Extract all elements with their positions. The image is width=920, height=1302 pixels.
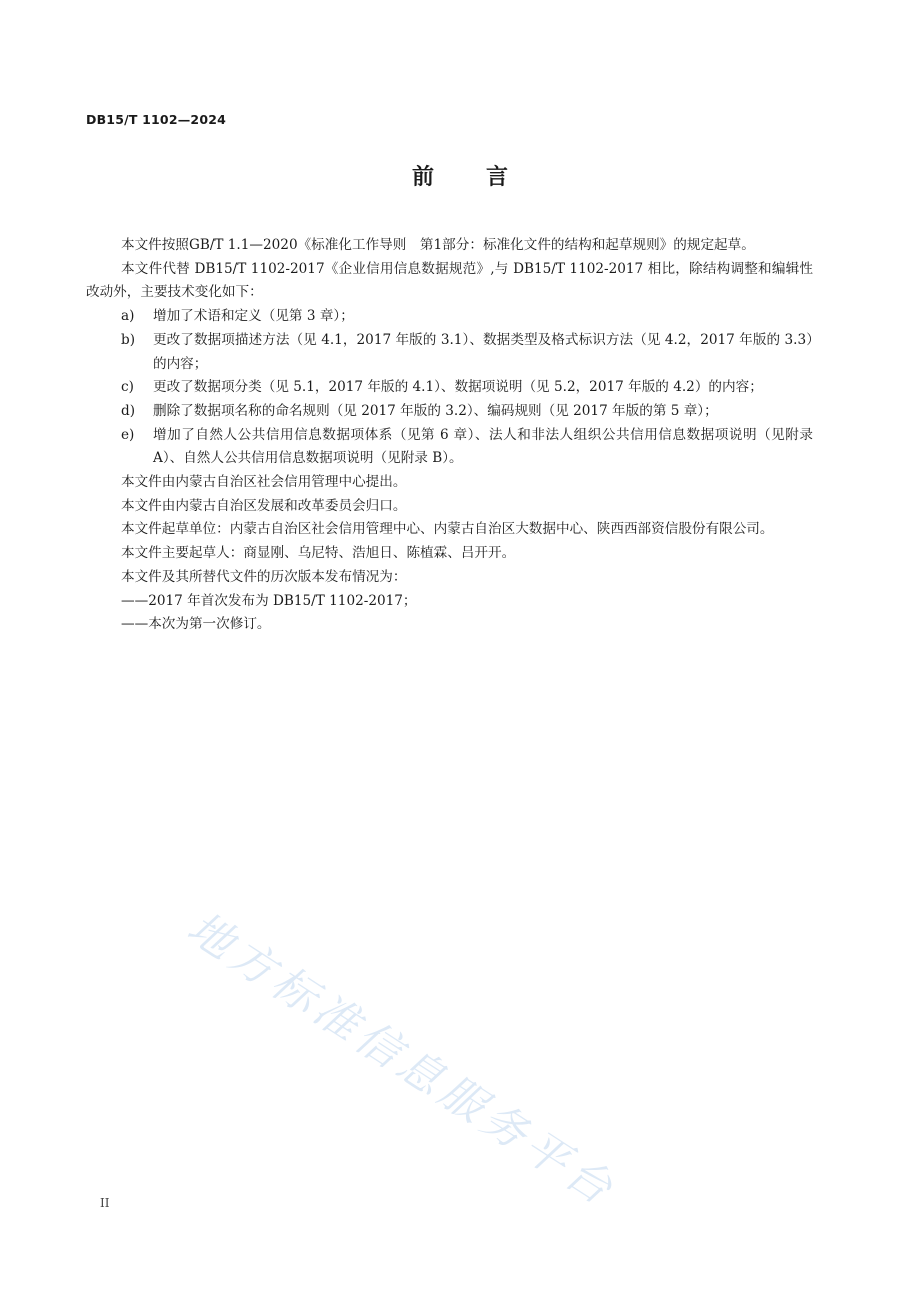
history-item: ——本次为第一次修订。 [121, 616, 271, 633]
list-item-text: 增加了自然人公共信用信息数据项体系（见第 6 章）、法人和非法人组织公共信用信息数据项说明（见附录 A）、自然人公共信用信息数据项说明（见附录 B）。 [153, 426, 813, 467]
watermark: 地方标准信息服务平台 [178, 902, 626, 1218]
list-item [86, 305, 813, 329]
list-marker: c) [121, 379, 134, 396]
paragraph-administrator: 本文件由内蒙古自治区发展和改革委员会归口。 [121, 497, 407, 514]
document-number: DB15/T 1102—2024 [86, 112, 227, 127]
foreword-body [86, 234, 813, 637]
list-item-text: 删除了数据项名称的命名规则（见 2017 年版的 3.2）、编码规则（见 2017 年版的第 5 章）； [153, 402, 718, 419]
paragraph-drafters: 本文件主要起草人：商显刚、乌尼特、浩旭日、陈植霖、吕开开。 [121, 545, 516, 562]
page-title [0, 160, 920, 191]
page-number: II [100, 1196, 110, 1210]
paragraph-drafting-basis: 本文件按照GB/T 1.1—2020《标准化工作导则 第1部分：标准化文件的结构和起草规则》的规定起草。 [121, 237, 755, 253]
paragraph-drafting-units: 本文件起草单位：内蒙古自治区社会信用管理中心、内蒙古自治区大数据中心、陕西西部资信股份有限公司。 [121, 521, 774, 538]
paragraph-proposer: 本文件由内蒙古自治区社会信用管理中心提出。 [121, 474, 407, 491]
list-item [86, 424, 813, 471]
list-marker: b) [121, 331, 136, 348]
list-item-text: 增加了术语和定义（见第 3 章）； [153, 308, 354, 325]
list-item [86, 400, 813, 424]
paragraph-replacement: 本文件代替 DB15/T 1102-2017《企业信用信息数据规范》,与 DB15/T 1102-2017 相比，除结构调整和编辑性改动外，主要技术变化如下： [86, 260, 813, 301]
list-item [86, 376, 813, 400]
list-marker: a) [121, 308, 135, 325]
title-char-right: 言 [486, 165, 509, 190]
paragraph-history-intro: 本文件及其所替代文件的历次版本发布情况为： [121, 568, 407, 585]
list-marker: d) [121, 402, 136, 419]
list-item-text: 更改了数据项描述方法（见 4.1，2017 年版的 3.1）、数据类型及格式标识方法（见 4.2，2017 年版的 3.3）的内容； [153, 331, 813, 372]
title-char-left: 前 [411, 165, 434, 190]
list-item-text: 更改了数据项分类（见 5.1，2017 年版的 4.1）、数据项说明（见 5.2，2017 年版的 4.2）的内容； [153, 379, 763, 396]
history-item: ——2017 年首次发布为 DB15/T 1102-2017； [121, 592, 417, 609]
list-item [86, 329, 813, 376]
list-marker: e) [121, 426, 135, 443]
